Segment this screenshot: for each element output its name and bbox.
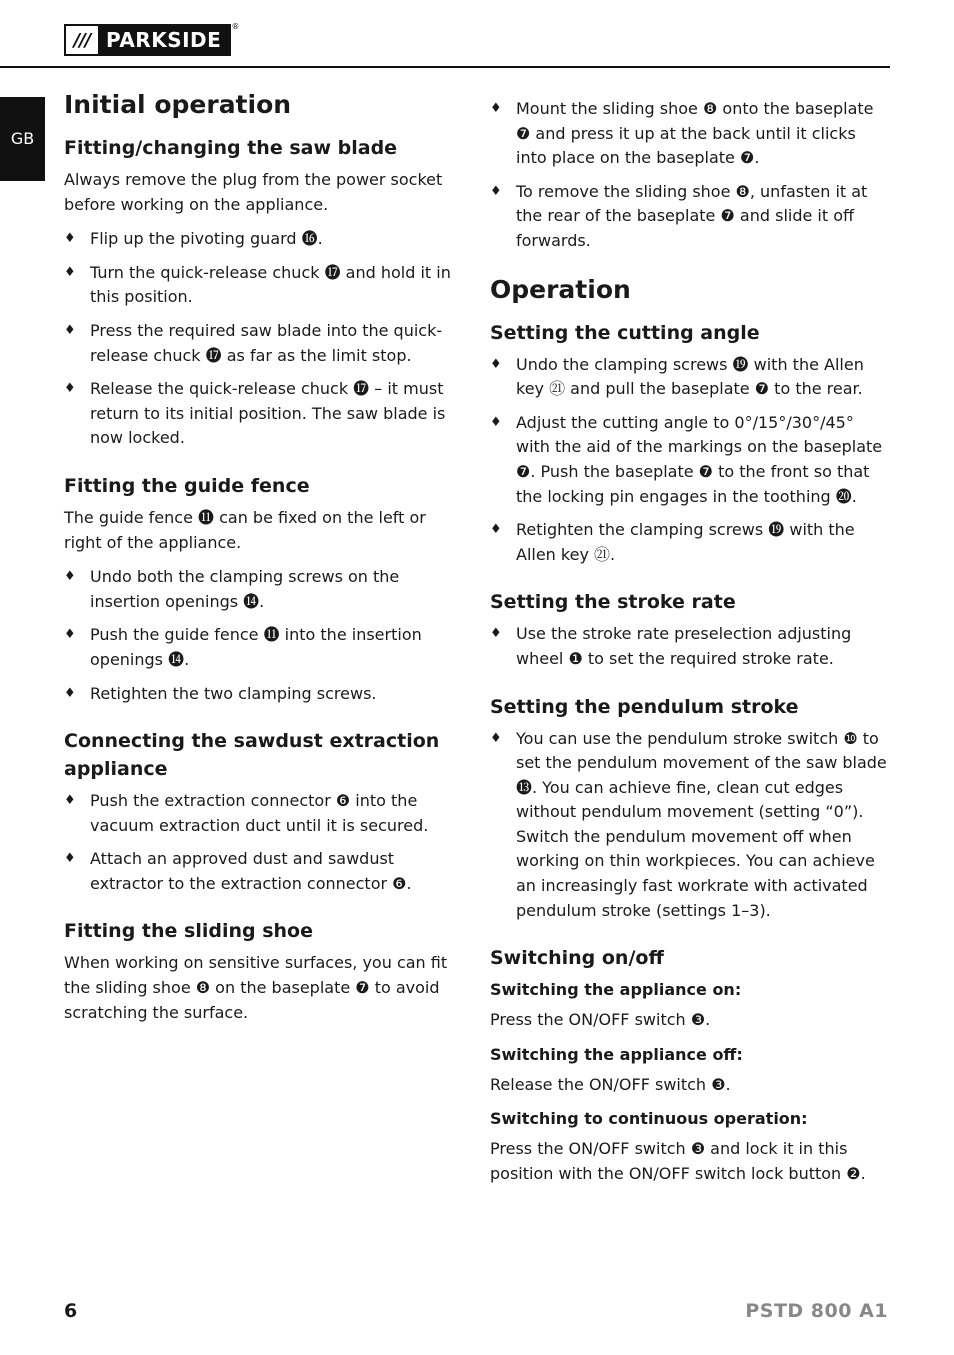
bullet-list: [490, 622, 890, 671]
subheading-switch-off: Switching the appliance off:: [490, 1044, 743, 1064]
heading-sawdust-extraction: Connecting the sawdust extraction appliance: [64, 730, 440, 781]
list-item: ♦ Push the extraction connector ❻ into the vacuum extraction duct until it is secured.: [64, 789, 464, 838]
bullet-list: [64, 789, 464, 896]
paragraph: Press the ON/OFF switch ❸.: [490, 1010, 711, 1030]
heading-switching-on-off: Switching on/off: [490, 947, 664, 970]
spacer: [490, 576, 890, 588]
bullet-list: [64, 565, 464, 706]
list-item: ♦ Turn the quick-release chuck ⓱ and hold it in this position.: [64, 261, 464, 310]
paragraph: Always remove the plug from the power socket before working on the appliance.: [64, 170, 443, 214]
right-column: [490, 97, 890, 1197]
list-item: ♦ Attach an approved dust and sawdust extractor to the extraction connector ❻.: [64, 847, 464, 896]
spacer: [64, 460, 464, 472]
page-number: 6: [64, 1300, 78, 1322]
logo-stripes: ///: [66, 26, 98, 54]
list-item: ♦ Release the quick-release chuck ⓱ – it must return to its initial position. The saw blade is now locked.: [64, 377, 464, 451]
spacer: [490, 932, 890, 944]
model-number: PSTD 800 A1: [745, 1300, 888, 1322]
bullet-list: [490, 353, 890, 568]
heading-sliding-shoe: Fitting the sliding shoe: [64, 920, 313, 943]
bullet-list: [64, 227, 464, 451]
list-item: ♦ Mount the sliding shoe ❽ onto the baseplate ❼ and press it up at the back until it clicks into place on the baseplate ❼.: [490, 97, 890, 171]
section-title-operation: Operation: [490, 274, 631, 304]
heading-stroke-rate: Setting the stroke rate: [490, 591, 736, 614]
list-item: ♦ To remove the sliding shoe ❽, unfasten it at the rear of the baseplate ❼ and slide it off forwards.: [490, 180, 890, 254]
heading-cutting-angle: Setting the cutting angle: [490, 321, 760, 344]
paragraph: When working on sensitive surfaces, you can fit the sliding shoe ❽ on the baseplate ❼ to avoid scratching the surface.: [64, 953, 448, 1022]
list-item: ♦ Press the required saw blade into the quick-release chuck ⓱ as far as the limit stop.: [64, 319, 464, 368]
subheading-continuous-operation: Switching to continuous operation:: [490, 1109, 808, 1129]
list-item: ♦ Push the guide fence ⓫ into the insertion openings ⓮.: [64, 623, 464, 672]
section-title-initial-operation: Initial operation: [64, 90, 292, 119]
list-item: ♦ You can use the pendulum stroke switch ❿ to set the pendulum movement of the saw blade ⓭. You can achieve fine, clean cut edges without pendulum movement (setting “0”). Switch the pendulum movement off when working on thin workpieces. You can achieve an increasingly fast workrate with activated pendulum stroke (settings 1–3).: [490, 727, 890, 924]
language-tab: GB: [0, 97, 45, 181]
list-item: ♦ Retighten the clamping screws ⓳ with the Allen key ㉑.: [490, 518, 890, 567]
spacer: [64, 715, 464, 727]
parkside-logo: [64, 22, 240, 56]
bullet-list: [490, 727, 890, 924]
left-column: [64, 90, 464, 1035]
logo-brand-name: PARKSIDE: [98, 26, 229, 54]
spacer: [490, 263, 890, 275]
list-item: ♦ Use the stroke rate preselection adjusting wheel ❶ to set the required stroke rate.: [490, 622, 890, 671]
list-item: ♦ Flip up the pivoting guard ⓰.: [64, 227, 464, 252]
paragraph: Release the ON/OFF switch ❸.: [490, 1074, 731, 1094]
list-item: ♦ Undo the clamping screws ⓳ with the Allen key ㉑ and pull the baseplate ❼ to the rear.: [490, 353, 890, 402]
spacer: [64, 905, 464, 917]
list-item: ♦ Undo both the clamping screws on the insertion openings ⓮.: [64, 565, 464, 614]
heading-guide-fence: Fitting the guide fence: [64, 474, 310, 497]
spacer: [490, 681, 890, 693]
logo-registered-mark: ®: [231, 22, 240, 31]
paragraph: The guide fence ⓫ can be fixed on the left or right of the appliance.: [64, 507, 426, 552]
bullet-list: [490, 97, 890, 254]
heading-pendulum-stroke: Setting the pendulum stroke: [490, 695, 799, 718]
subheading-switch-on: Switching the appliance on:: [490, 980, 742, 1000]
paragraph: Press the ON/OFF switch ❸ and lock it in this position with the ON/OFF switch lock button ❷.: [490, 1139, 866, 1184]
list-item: ♦ Adjust the cutting angle to 0°/15°/30°/45° with the aid of the markings on the baseplate ❼. Push the baseplate ❼ to the front so that the locking pin engages in the toothing ⓴.: [490, 411, 890, 509]
header-rule: [0, 66, 890, 68]
heading-fitting-saw-blade: Fitting/changing the saw blade: [64, 137, 398, 159]
list-item: ♦ Retighten the two clamping screws.: [64, 682, 464, 707]
